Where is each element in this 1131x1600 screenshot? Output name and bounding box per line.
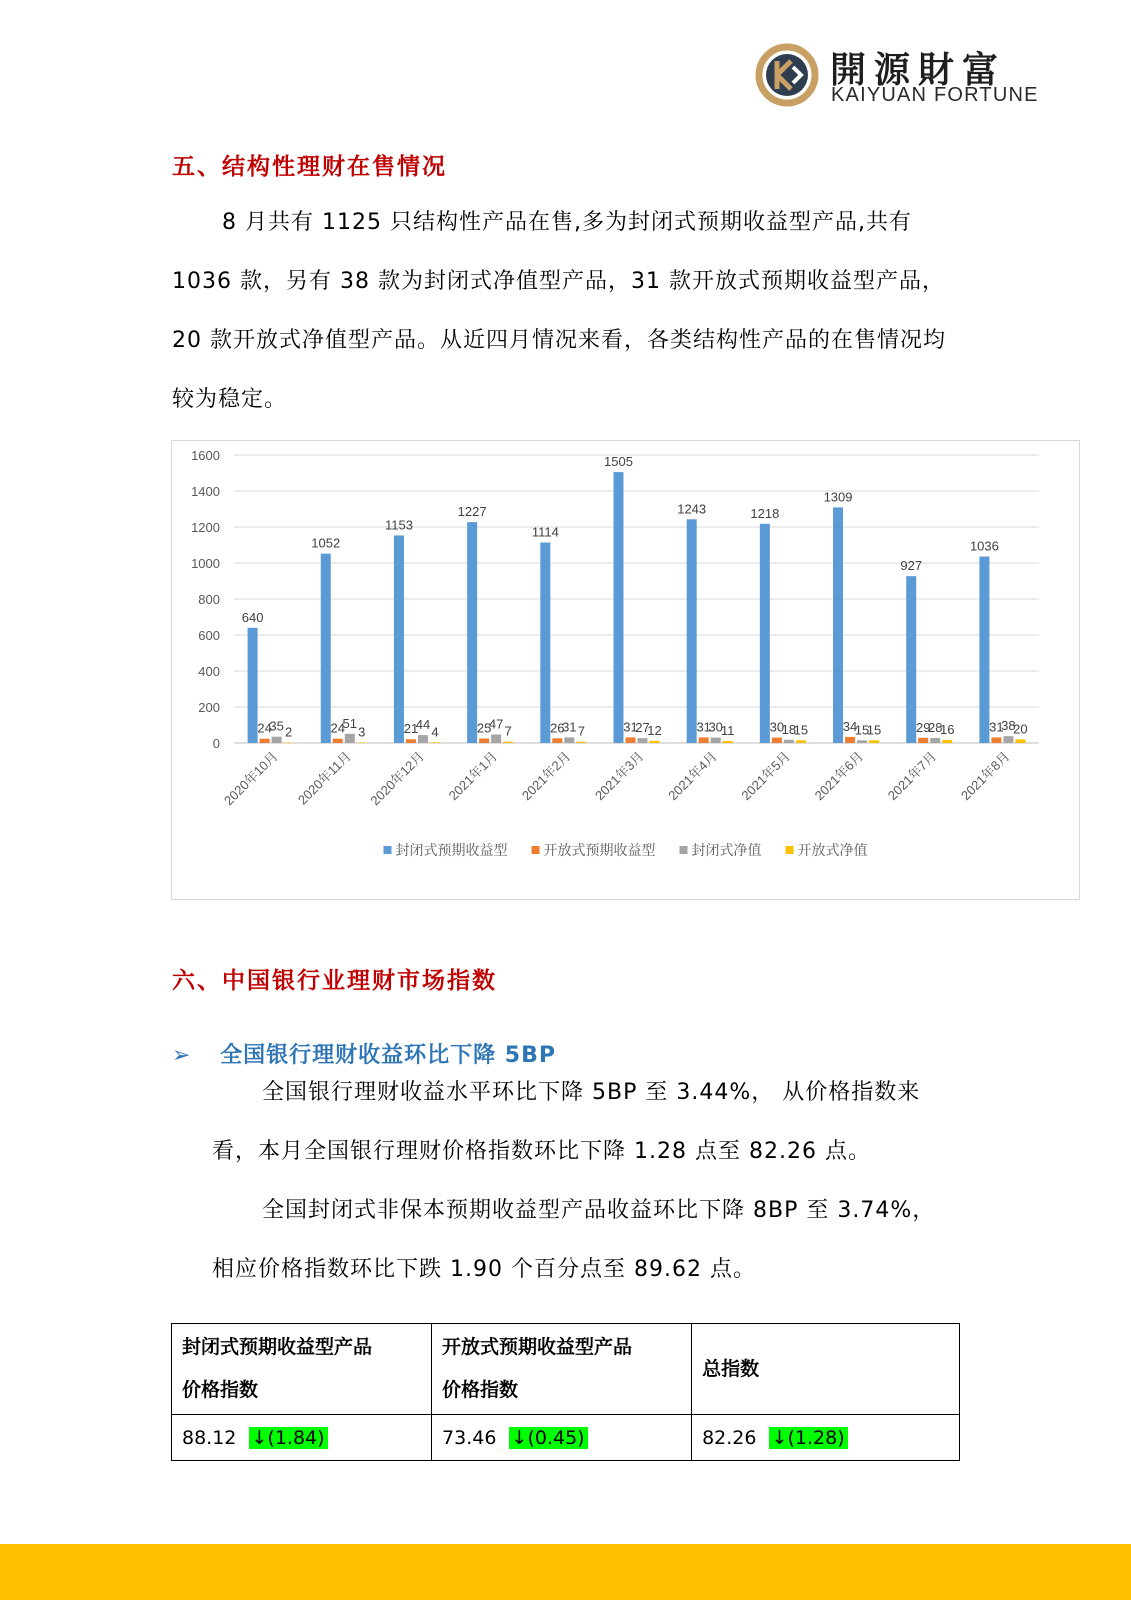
bar [614, 472, 624, 743]
index-value: 73.46 [442, 1426, 497, 1449]
data-label: 4 [431, 724, 439, 740]
data-label: 1052 [311, 535, 341, 551]
y-tick-label: 0 [212, 736, 220, 751]
bar [857, 740, 867, 743]
company-logo [755, 40, 1045, 110]
bar [406, 739, 416, 743]
data-label: 47 [488, 716, 504, 732]
section-title-bank-wealth-index: 六、中国银行业理财市场指数 [172, 968, 497, 994]
bar [723, 741, 733, 743]
data-label: 34 [842, 718, 858, 734]
x-tick-label: 2021年6月 [811, 748, 867, 804]
y-tick-label: 1400 [191, 484, 220, 499]
bar [638, 738, 648, 743]
bar [699, 737, 709, 743]
data-label: 640 [241, 609, 264, 625]
bar [430, 742, 440, 743]
bar [248, 628, 258, 743]
data-label: 30 [769, 719, 785, 735]
data-label: 27 [635, 720, 650, 736]
y-tick-label: 600 [198, 628, 220, 643]
bullet-arrow-icon: ➢ [172, 1043, 192, 1068]
price-index-table [171, 1323, 960, 1461]
bar [284, 743, 294, 744]
data-label: 31 [623, 719, 638, 735]
bar [552, 738, 562, 743]
bar [650, 741, 660, 743]
data-label: 7 [577, 723, 585, 739]
x-tick-label: 2021年7月 [884, 748, 940, 804]
data-label: 1218 [750, 505, 780, 521]
bar [942, 740, 952, 743]
bar [394, 535, 404, 743]
bar [564, 737, 574, 743]
data-label: 2 [284, 724, 293, 740]
bar [491, 735, 501, 743]
y-tick-label: 800 [198, 592, 220, 607]
legend-swatch [680, 846, 688, 854]
footer-bar [0, 1544, 1131, 1600]
bar [260, 739, 270, 743]
bar [796, 740, 806, 743]
bar [906, 576, 916, 743]
data-label: 31 [562, 719, 577, 735]
bar-chart-svg [172, 441, 1081, 901]
bar [479, 739, 489, 744]
section6-body [212, 1063, 962, 1299]
bar [784, 740, 794, 743]
section6-paragraph-2: 全国封闭式非保本预期收益型产品收益环比下降 8BP 至 3.74%， 相应价格指数环比下跌 1.90 个百分点至 89.62 点。 [212, 1198, 936, 1282]
section5-body [172, 193, 962, 429]
legend-swatch [532, 846, 540, 854]
index-value: 82.26 [702, 1426, 757, 1449]
x-tick-label: 2021年2月 [518, 748, 574, 804]
x-tick-label: 2021年4月 [665, 748, 720, 804]
x-tick-label: 2020年12月 [367, 748, 428, 809]
table-header-cell: 总指数 [692, 1324, 960, 1415]
index-change-badge: ↓(1.84) [249, 1427, 328, 1449]
y-tick-label: 1000 [191, 556, 220, 571]
table-header-row [172, 1324, 960, 1415]
legend-swatch [786, 846, 794, 854]
data-label: 31 [696, 719, 711, 735]
x-tick-label: 2021年5月 [738, 748, 793, 804]
index-change-badge: ↓(1.28) [769, 1427, 848, 1449]
data-label: 24 [257, 720, 272, 736]
y-tick-label: 400 [198, 664, 220, 679]
data-label: 18 [781, 721, 797, 737]
data-label: 1114 [531, 524, 559, 540]
bar [1015, 739, 1025, 743]
bar [576, 742, 586, 743]
legend-label: 开放式净值 [797, 842, 868, 858]
table-header-cell: 开放式预期收益型产品 价格指数 [432, 1324, 692, 1415]
kaiyuan-logo-icon [755, 43, 819, 107]
x-tick-label: 2021年3月 [592, 748, 647, 804]
legend-label: 封闭式预期收益型 [395, 842, 508, 858]
x-tick-label: 2020年10月 [221, 748, 281, 809]
bar [833, 507, 843, 743]
index-value: 88.12 [182, 1426, 237, 1449]
table-header-cell: 封闭式预期收益型产品 价格指数 [172, 1324, 432, 1415]
data-label: 25 [476, 720, 492, 736]
bar [357, 742, 367, 743]
index-change-badge: ↓(0.45) [509, 1427, 588, 1449]
data-label: 16 [939, 722, 955, 738]
y-tick-label: 1200 [191, 520, 220, 535]
data-label: 26 [550, 720, 565, 736]
logo-english-name: KAIYUAN FORTUNE [831, 84, 1039, 106]
structured-products-chart [171, 440, 1080, 900]
data-label: 1036 [969, 538, 999, 554]
data-label: 1153 [384, 517, 413, 533]
data-label: 15 [793, 722, 809, 738]
data-label: 3 [358, 724, 366, 740]
bar [540, 542, 550, 743]
bar [418, 735, 428, 743]
data-label: 21 [403, 721, 419, 737]
data-label: 38 [1001, 718, 1016, 734]
bar [845, 737, 855, 743]
data-label: 44 [415, 717, 431, 733]
bar [760, 524, 770, 743]
data-label: 15 [854, 722, 870, 738]
bar [626, 737, 636, 743]
bar [711, 738, 721, 743]
data-label: 15 [866, 722, 882, 738]
data-label: 7 [504, 723, 512, 739]
bar [467, 522, 477, 743]
bar [869, 740, 879, 743]
table-cell [432, 1415, 692, 1461]
logo-chinese-name: 開源財富 [830, 50, 1007, 91]
bar [503, 742, 513, 743]
legend-label: 开放式预期收益型 [543, 842, 656, 858]
table-cell [692, 1415, 960, 1461]
data-label: 1243 [677, 501, 707, 517]
data-label: 31 [989, 719, 1004, 735]
data-label: 1505 [604, 454, 633, 470]
legend-label: 封闭式净值 [691, 842, 762, 858]
x-tick-label: 2021年8月 [957, 748, 1013, 804]
bar [991, 737, 1001, 743]
section-title-structured-products: 五、结构性理财在售情况 [172, 154, 447, 180]
table-row [172, 1415, 960, 1461]
data-label: 28 [927, 719, 943, 735]
data-label: 24 [330, 720, 346, 736]
section6-paragraph-1: 全国银行理财收益水平环比下降 5BP 至 3.44%， 从价格指数来看，本月全国银行理财价格指数环比下降 1.28 点至 82.26 点。 [212, 1080, 921, 1164]
legend-swatch [384, 846, 392, 854]
data-label: 1309 [823, 489, 853, 505]
data-label: 12 [647, 722, 662, 738]
data-label: 29 [915, 719, 931, 735]
bar [333, 739, 343, 743]
data-label: 51 [342, 715, 358, 731]
data-label: 1227 [457, 504, 487, 520]
bar [345, 734, 355, 743]
data-label: 20 [1013, 721, 1028, 737]
data-label: 30 [708, 719, 723, 735]
x-tick-label: 2021年1月 [445, 748, 501, 804]
y-tick-label: 1600 [191, 448, 220, 463]
section5-paragraph: 8 月共有 1125 只结构性产品在售,多为封闭式预期收益型产品,共有 1036 款，另有 38 款为封闭式净值型产品，31 款开放式预期收益型产品，20 款开放式净值型产品。从近四月情况来看，各类结构性产品的在售情况均较为稳定。 [172, 210, 946, 412]
data-label: 35 [269, 718, 284, 734]
table-cell [172, 1415, 432, 1461]
bar [321, 554, 331, 743]
subheading-text: 全国银行理财收益环比下降 5BP [220, 1043, 556, 1068]
bar [930, 738, 940, 743]
y-tick-label: 200 [198, 700, 220, 715]
data-label: 927 [900, 558, 923, 574]
bar [979, 557, 989, 743]
bar [918, 738, 928, 743]
bar [1003, 736, 1013, 743]
bar [272, 737, 282, 743]
bar [687, 519, 697, 743]
x-tick-label: 2020年11月 [294, 748, 354, 808]
data-label: 11 [720, 723, 735, 739]
bar [772, 738, 782, 743]
